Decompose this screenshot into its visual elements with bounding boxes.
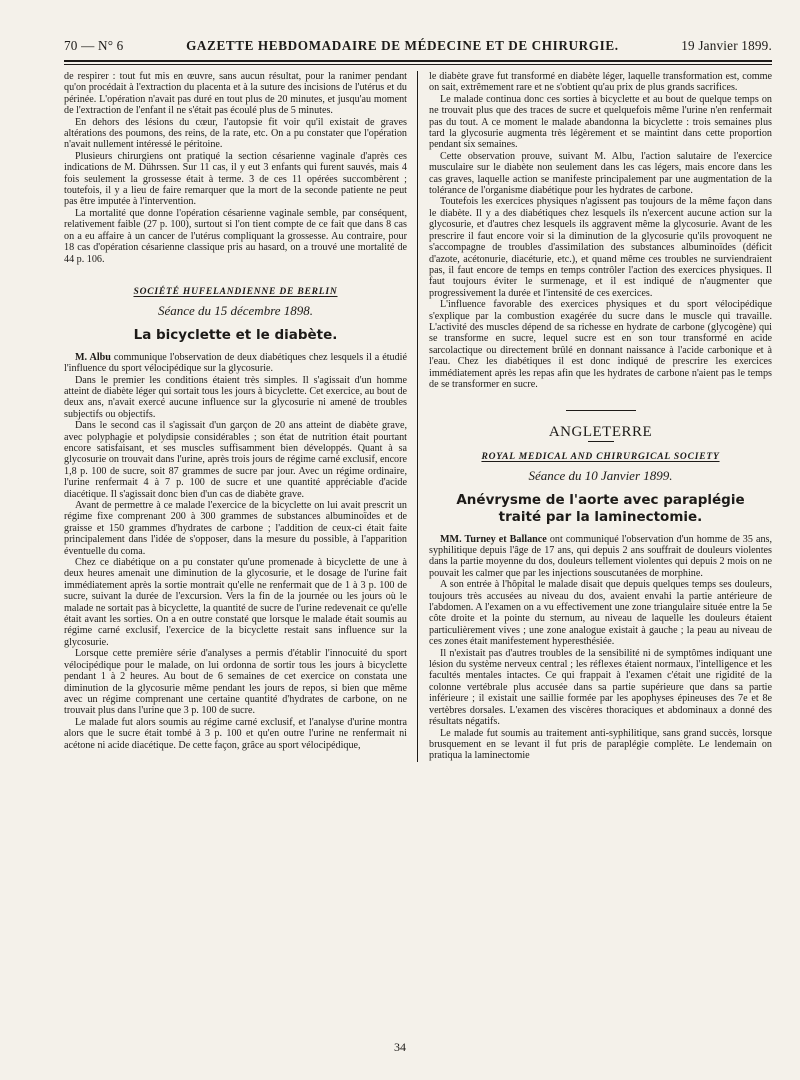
paragraph: Cette observation prouve, suivant M. Albu, l'action salutaire de l'exercice musculaire sur le diabète non seulement dans les cas légers, mais encore dans les cas graves, laquelle action se manifeste principalement par une augmentation de la tolérance de l'organisme diabétique pour les hydrates de carbone. [429, 150, 772, 197]
page-number: 34 [394, 1040, 406, 1054]
session-date: Séance du 10 Janvier 1899. [528, 468, 673, 484]
paragraph [429, 534, 772, 580]
paragraph: Plusieurs chirurgiens ont pratiqué la section césarienne vaginale d'après ces indications de M. Dührssen. Sur 11 cas, il y eut 3 enfants qui furent sauvés, mais 4 fois seulement la grossesse était à terme. 3 de ces 11 opérées succombèrent ; toutefois, il y a lieu de faire remarquer que la mort de la seconde patiente ne peut pas être imputée à l'intervention. [64, 150, 407, 208]
article-title [429, 492, 772, 526]
article-title-line: traité par la laminectomie. [498, 508, 703, 525]
column-divider [417, 71, 418, 762]
header-page-issue: 70 — N° 6 [64, 38, 124, 53]
paragraph: L'influence favorable des exercices physiques et du sport vélocipédique s'explique par la combustion exagérée du sucre dans le muscle qui travaille. L'activité des muscles dépend de sa richesse en hydrate de carbone (glycogène) qui se transforme en sucre, lequel sucre est en son tour transformé en acide sarcolactique ou directement brûlé en donnant naissance à l'acide carbonique et à l'eau. Chez les diabétiques il est donc indiqué de prescrire les exercices immédiatement après les repas afin que les hydrates de carbone n'aient pas le temps de se transformer en sucre. [429, 299, 772, 390]
paragraph: Le malade continua donc ces sorties à bicyclette et au bout de quelque temps on ne trouvait plus que des traces de sucre et quelquefois même l'urine n'en renfermait pas du tout. A ce moment le malade abandonna la bicyclette : trois semaines plus tard la glycosurie augmenta très légèrement et se maintint dans cette proportion pendant six semaines. [429, 93, 772, 151]
paragraph: le diabète grave fut transformé en diabète léger, laquelle transformation est, comme on sait, extrêmement rare et ne s'obtient qu'au prix de plus grands sacrifices. [429, 71, 772, 94]
header-date: 19 Janvier 1899. [681, 38, 772, 53]
right-column [429, 71, 772, 762]
header-rule [64, 60, 772, 62]
author-name: M. Albu [75, 351, 111, 363]
paragraph-text: communique l'observation de deux diabétiques chez lesquels il a étudié l'influence du sport vélocipédique sur la glycosurie. [64, 351, 407, 375]
paragraph: A son entrée à l'hôpital le malade disait que depuis quelques temps ses douleurs, toujours très accusées au niveau du dos, avaient envahi la partie antérieure de l'abdomen. A l'examen on a vu effectivement une zone triangulaire située entre la 5e côte droite et la pointe du sternum, au niveau de laquelle les douleurs étaient particulièrement vives ; une zone analogue existait à gauche ; la peau au niveau de ces zones était manifestement hyperesthésiée. [429, 579, 772, 648]
running-header [64, 38, 772, 58]
paragraph: Le malade fut alors soumis au régime carné exclusif, et l'analyse d'urine montra alors que le sucre était tombé à 3 p. 100 et qu'en outre l'urine ne renfermait ni acétone ni acide diacétique. De cette façon, grâce au sport vélocipédique, [64, 716, 407, 751]
paragraph: Chez ce diabétique on a pu constater qu'une promenade à bicyclette de une à deux heures amenait une diminution de la glycosurie, et le dosage de l'urine fait immédiatement après la sortie montrait qu'elle ne renfermait que de 1 à 3 p. 100 de sucre, suivant la durée de l'excursion. Vers la fin de la journée ou les jours où le malade ne sortait pas à bicyclette, la quantité de sucre de l'urine redevenait ce qu'elle était avant les sorties. On a en outre constaté que lorsque le malade était soumis au régime carné exclusif, l'exercice de la bicyclette restait sans influence sur la glycosurie. [64, 557, 407, 648]
left-column [64, 71, 407, 762]
paragraph: Le malade fut soumis au traitement anti-syphilitique, sans grand succès, lorsque brusquement en se levant il fut pris de paraplégie complète. Le lendemain on pratiqua la laminectomie [429, 727, 772, 762]
article-title-line: Anévrysme de l'aorte avec paraplégie [456, 491, 745, 508]
paragraph: Toutefois les exercices physiques n'agissent pas toujours de la même façon dans le diabète. Il y a des diabétiques chez lesquels ils n'exercent aucune action sur la glycosurie, et d'autres chez lesquels ils aggravent même la glycosurie. Avant de les prescrire il faut encore voir si la diminution de la glycosurie qu'ils provoquent ne s'accompagne de troubles d'assimilation des substances albuminoïdes (déficit d'azote, acétonurie, diacéturie, etc.), et quand même ces troubles ne surviendraient pas, il faut encore de temps en temps contrôler l'action des exercices physiques. Il faut toujours éviter le surmenage, et il est indiqué de n'augmenter que progressivement la durée et l'intensité de ces exercices. [429, 196, 772, 299]
session-date: Séance du 15 décembre 1898. [157, 303, 314, 319]
header-journal-title: GAZETTE HEBDOMADAIRE DE MÉDECINE ET DE CHIRURGIE. [186, 38, 619, 53]
paragraph: Dans le premier les conditions étaient très simples. Il s'agissait d'un homme atteint de diabète léger qui sortait tous les jours à bicyclette. Cet exercice, au bout de deux ans, n'avait exercé aucune influence sur la glycosurie ni amené de troubles subjectifs ou objectifs. [64, 374, 407, 420]
paragraph: Lorsque cette première série d'analyses a permis d'établir l'innocuité du sport vélocipédique pour le malade, on lui ordonna de sortir tous les jours à bicyclette pendant 1 à 2 heures. Au bout de 6 semaines de cet exercice on constata une diminution de la glycosurie même pendant les jours de repos, si bien que même avec un régime comprenant une certaine quantité d'hydrates de carbone, on ne trouvait plus dans l'urine que 3 p. 100 de sucre. [64, 648, 407, 717]
paragraph: Avant de permettre à ce malade l'exercice de la bicyclette on lui avait prescrit un régime fixe comprenant 200 à 300 grammes de substances albuminoïdes et de graisse et 150 grammes d'hydrates de carbone ; l'addition de ceux-ci était faite principalement dans l'idée de s'opposer, dans la mesure du possible, à l'apparition éventuelle du coma. [64, 500, 407, 557]
country-heading: ANGLETERRE [548, 424, 653, 441]
text-columns [64, 71, 772, 762]
society-heading: SOCIÉTÉ HUFELANDIENNE DE BERLIN [133, 286, 338, 297]
header-rule-thin [64, 64, 772, 65]
section-divider [566, 410, 636, 411]
paragraph [64, 352, 407, 375]
paragraph: La mortalité que donne l'opération césarienne vaginale semble, par conséquent, relativement faible (27 p. 100), surtout si l'on tient compte de ce fait que dans 8 cas on a eu affaire à un cancer de l'utérus compliquant la grossesse. Au contraire, pour 18 cas d'opération césarienne classique pris au hasard, on a trouvé une mortalité de 44 p. 106. [64, 207, 407, 265]
paragraph-text: ont communiqué l'observation d'un homme de 35 ans, syphilitique depuis l'âge de 17 ans, qui depuis 2 ans souffrait de douleurs violentes dans la partie moyenne du dos, douleurs tellement violentes qui depuis 2 mois on ne pouvait les calmer que par les injections souscutanées de morphine. [429, 533, 772, 579]
paragraph: Il n'existait pas d'autres troubles de la sensibilité ni de symptômes indiquant une lésion du système nerveux central ; les réflexes étaient normaux, l'intelligence et les facultés mentales intactes. Ce qui frappait à l'examen c'était une rigidité de la colonne vertébrale plus accusée dans sa partie supérieure que dans sa partie inférieure ; il existait une saillie formée par les apophyses épineuses des 7e et 8e vertèbres dorsales. L'examen des viscères thoraciques et abdominaux a donné des résultats négatifs. [429, 647, 772, 728]
article-title: La bicyclette et le diabète. [133, 326, 338, 343]
country-underline [588, 441, 614, 442]
paragraph: Dans le second cas il s'agissait d'un garçon de 20 ans atteint de diabète grave, avec polyphagie et polydipsie considérables ; son état de nutrition était pourtant encore satisfaisant, et ses muscles suffisamment bien développés. Quant à sa glycosurie on trouvait dans l'urine, après trois jours de régime carné exclusif, encore 1,8 p. 100 de sucre, soit 87 grammes de sucre par jour. Avec un régime ordinaire, l'urine renfermait 4 à 7 p. 100 de sucre et une quantité appréciable d'acide diacétique. Il s'agissait donc bien d'un cas de diabète grave. [64, 420, 407, 500]
paragraph: de respirer : tout fut mis en œuvre, sans aucun résultat, pour la ranimer pendant qu'on procédait à l'extraction du placenta et à la suture des incisions de l'utérus et du périnée. L'opération n'avait pas duré en tout plus de 20 minutes, et jusqu'au moment de l'extraction de l'enfant il ne s'était pas écoulé plus de 5 minutes. [64, 71, 407, 117]
paragraph: En dehors des lésions du cœur, l'autopsie fit voir qu'il existait de graves altérations des poumons, des reins, de la rate, etc. On a pu constater que l'opération n'avait nullement intéressé le péritoine. [64, 116, 407, 151]
society-heading: ROYAL MEDICAL AND CHIRURGICAL SOCIETY [481, 451, 720, 462]
author-names: MM. Turney et Ballance [440, 533, 547, 545]
